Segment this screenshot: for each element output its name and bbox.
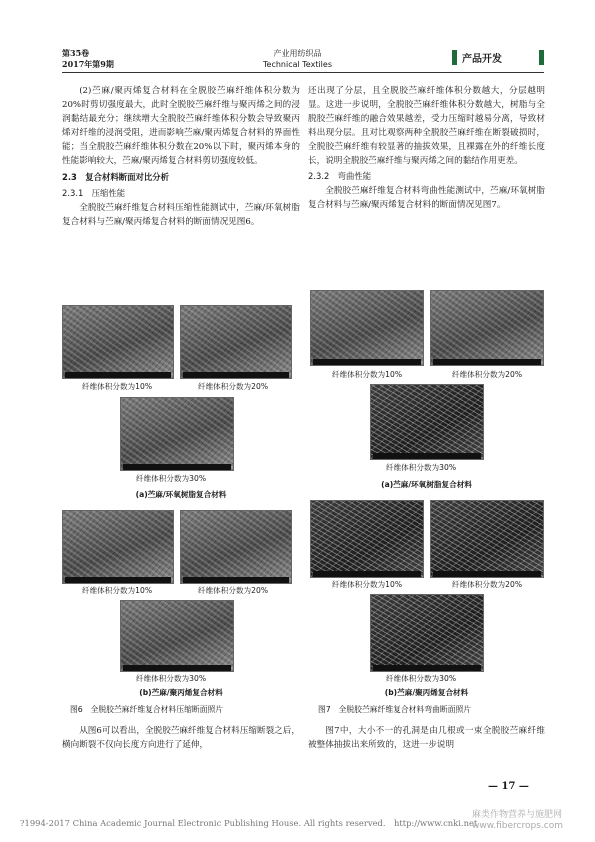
paragraph: 图7中，大小不一的孔洞是由几根或一束全脱胶苎麻纤维被整体抽拔出来所致的，这进一步说明 bbox=[308, 726, 545, 750]
section-label: 产品开发 bbox=[462, 54, 502, 65]
paragraph: 全脱胶苎麻纤维复合材料压缩性能测试中，苎麻/环氧树脂复合材料与苎麻/聚丙烯复合材料的断面情况见图6。 bbox=[62, 203, 300, 227]
section-heading-2-3-1: 2.3.1 压缩性能 bbox=[62, 188, 126, 198]
left-column-bottom bbox=[62, 724, 300, 752]
watermark bbox=[472, 810, 563, 832]
sem-image-fig6a-20 bbox=[180, 305, 292, 379]
fig6a-label: (a)苎麻/环氧树脂复合材料 bbox=[135, 490, 227, 499]
caption-fig7a-30: 纤维体积分数为30% bbox=[386, 463, 457, 472]
caption-fig6a-30: 纤维体积分数为30% bbox=[136, 474, 207, 483]
caption-fig7a-20: 纤维体积分数为20% bbox=[452, 370, 523, 379]
fig6-title: 图6 全脱胶苎麻纤维复合材料压缩断面照片 bbox=[70, 705, 224, 714]
sem-image-fig7b-10 bbox=[310, 500, 424, 578]
section-tag bbox=[452, 50, 544, 65]
fig7-title: 图7 全脱胶苎麻纤维复合材料弯曲断面照片 bbox=[318, 705, 472, 714]
section-bracket-right bbox=[539, 50, 544, 65]
sem-image-fig7b-30 bbox=[370, 594, 484, 672]
sem-image-fig6b-20 bbox=[180, 510, 292, 584]
sem-image-fig7b-20 bbox=[430, 500, 544, 578]
fig7b-label: (b)苎麻/聚丙烯复合材料 bbox=[384, 688, 469, 697]
sem-image-fig7a-30 bbox=[370, 384, 484, 460]
caption-fig7b-10: 纤维体积分数为10% bbox=[332, 580, 403, 589]
sem-image-fig6b-30 bbox=[120, 600, 234, 672]
section-bracket-left bbox=[452, 50, 457, 65]
watermark-line2: www.fibercrops.com bbox=[472, 821, 563, 831]
left-column-top bbox=[62, 84, 300, 229]
journal-title-en: Technical Textiles bbox=[263, 60, 332, 69]
caption-fig7b-20: 纤维体积分数为20% bbox=[452, 580, 523, 589]
paragraph: 从图6可以看出，全脱胶苎麻纤维复合材料压缩断裂之后，横向断裂不仅向长度方向进行了延伸， bbox=[62, 726, 300, 750]
section-heading-2-3: 2.3 复合材料断面对比分析 bbox=[62, 172, 169, 182]
fig7a-label: (a)苎麻/环氧树脂复合材料 bbox=[381, 480, 472, 489]
right-column-bottom bbox=[308, 724, 545, 752]
sem-image-fig6a-30 bbox=[120, 397, 234, 471]
fig6b-label: (b)苎麻/聚丙烯复合材料 bbox=[139, 688, 223, 697]
caption-fig6a-10: 纤维体积分数为10% bbox=[82, 382, 153, 391]
caption-fig6b-30: 纤维体积分数为30% bbox=[136, 674, 207, 683]
caption-fig6b-10: 纤维体积分数为10% bbox=[82, 586, 153, 595]
paragraph: 还出现了分层，且全脱胶苎麻纤维体积分数越大，分层越明显。这进一步说明，全脱胶苎麻纤维体积分数越大，树脂与全脱胶苎麻纤维的融合效果越差，受力压缩时越易分离，导致材料出现分层。且对比观察两种全脱胶苎麻纤维在断裂破损时，全脱胶苎麻纤维有较显著的抽拔效果，且裸露在外的纤维长度长，说明全脱胶苎麻纤维与聚丙烯之间的黏结作用更差。 bbox=[308, 86, 545, 166]
volume-label: 第35卷 bbox=[62, 48, 90, 58]
page-number: — 17 — bbox=[488, 781, 529, 792]
paragraph: 全脱胶苎麻纤维复合材料弯曲性能测试中，苎麻/环氧树脂复合材料与苎麻/聚丙烯复合材料的断面情况见图7。 bbox=[308, 186, 545, 210]
paragraph: (2)苎麻/聚丙烯复合材料在全脱胶苎麻纤维体积分数为20%时剪切强度最大，此时全脱胶苎麻纤维与聚丙烯之间的浸润黏结最充分；继续增大全脱胶苎麻纤维体积分数会导致聚丙烯对纤维的浸润受阻，进而影响苎麻/聚丙烯复合材料的界面性能；当全脱胶苎麻纤维体积分数在20%以下时，聚丙烯本身的性能影响较大，苎麻/聚丙烯复合材料剪切强度较低。 bbox=[62, 86, 300, 166]
journal-volume-issue bbox=[62, 48, 114, 70]
right-column-top bbox=[308, 84, 545, 212]
caption-fig6a-20: 纤维体积分数为20% bbox=[198, 382, 269, 391]
sem-image-fig7a-10 bbox=[310, 290, 424, 366]
journal-title-cn: 产业用纺织品 bbox=[273, 49, 322, 58]
section-heading-2-3-2: 2.3.2 弯曲性能 bbox=[308, 171, 372, 181]
issue-label: 2017年第9期 bbox=[62, 59, 114, 69]
sem-image-fig7a-20 bbox=[430, 290, 544, 366]
caption-fig6b-20: 纤维体积分数为20% bbox=[198, 586, 269, 595]
caption-fig7a-10: 纤维体积分数为10% bbox=[332, 370, 403, 379]
header-rule bbox=[62, 72, 544, 73]
watermark-line1: 麻类作物营养与施肥网 bbox=[472, 810, 563, 820]
journal-title bbox=[230, 48, 365, 70]
caption-fig7b-30: 纤维体积分数为30% bbox=[386, 674, 457, 683]
copyright-footer: ?1994-2017 China Academic Journal Electronic Publishing House. All rights reserved. http://www.cnki.net bbox=[20, 818, 478, 828]
sem-image-fig6a-10 bbox=[62, 305, 174, 379]
sem-image-fig6b-10 bbox=[62, 510, 174, 584]
